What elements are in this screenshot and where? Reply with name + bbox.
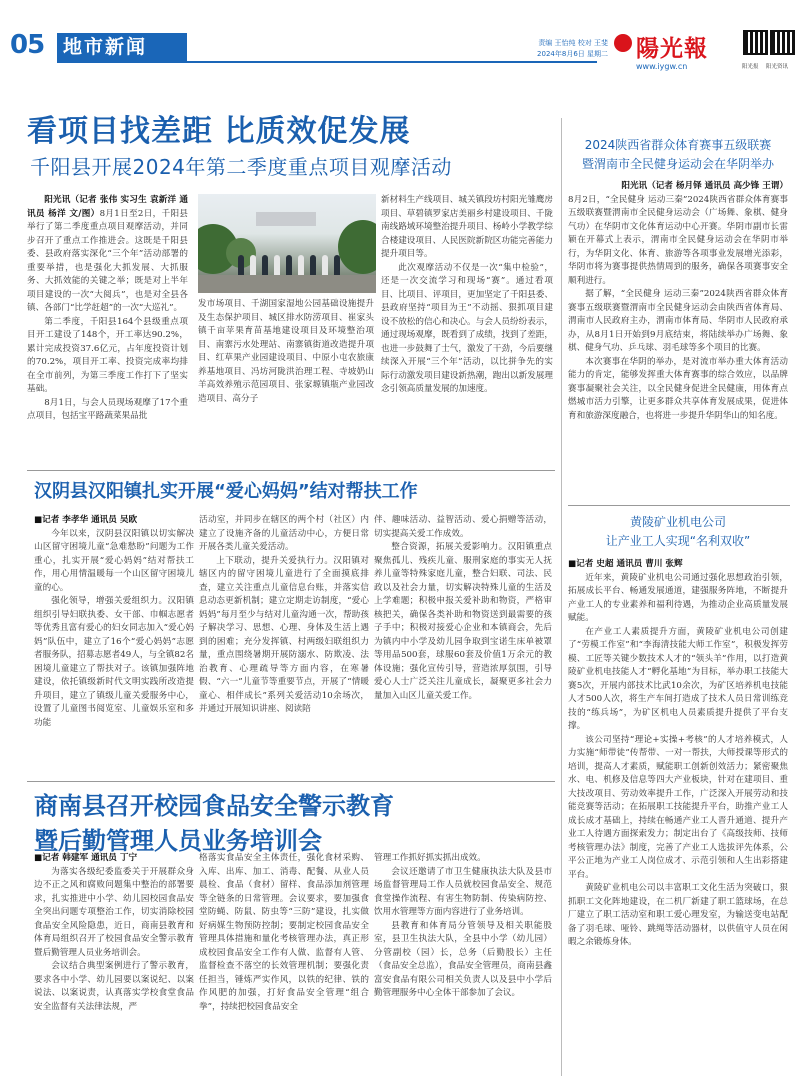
paragraph: 县教育和体育局分管领导及相关职能股室，县卫生执法大队，全县中小学（幼儿园）分管副校（园）长，总务（后勤股长）主任（食品安全总监），食品安全管理员，商南县鑫富安食品有限公司相关负责人以及县中小学后勤管理服务中心全体干部参加了会议。: [374, 920, 552, 998]
paper-logo: [614, 30, 738, 62]
article3-title: [34, 789, 394, 859]
paragraph: 8月2日，“全民健身 运动三秦”2024陕西省群众体育赛事五级联赛暨渭南市全民健身运动会（广场舞、象棋、健身气功）在华阴市文化体育运动中心开赛。华阴市副市长雷颖在开幕式上表示，渭南市全民健身运动会在华阴市举行，为华阴文化、体育、旅游等各项事业发展增光添彩，华阴市将为赛事提供热情周到的服务，确保各项赛事安全顺利进行。: [568, 194, 788, 286]
article1-title: 看项目找差距 比质效促发展: [27, 114, 411, 149]
date-line: 2024年8月6日 星期二: [537, 50, 608, 58]
ground-shape: [198, 275, 376, 293]
project-site-photo: [198, 194, 376, 293]
editors-info: [488, 38, 608, 60]
sidebar2-body: [568, 558, 788, 1080]
person-shape: [250, 255, 256, 275]
article1-col1: [27, 194, 188, 470]
paragraph: 会议结合典型案例进行了警示教育，要求各中小学、幼儿园要以案说纪、以案说法、以案说责，认真落实学校食堂食品安全监督有关法律法规，严: [34, 961, 194, 1012]
page-number: 05: [10, 30, 45, 60]
article1-col2: [198, 298, 374, 470]
section-divider: [27, 781, 555, 782]
article2-title: 汉阴县汉阳镇扎实开展“爱心妈妈”结对帮扶工作: [34, 481, 418, 502]
article3-col2: [199, 852, 369, 1078]
person-shape: [262, 255, 268, 275]
section-divider: [568, 505, 790, 506]
paragraph: 该公司坚持“理论+实操+考核”的人才培养模式，人力实施“师带徒”传帮带、一对一帮扶，大师授课等形式的培训，提高人才素质，赋能职工创新创效活力；紧密聚焦水、电、机修及信息等四大产业板块，针对在建项目、重大技改项目、劳动效率提升工作，广泛深入开展劳动和技能竞赛等活动；在拓展职工技能提升平台，助推产业工人成长成才基础上，持续在畅通产业工人晋升通道、提升产业工人待遇方面探索发力；制定出台了《高级技师、技师考核管理办法》制度，完善了产业工人选拔评先体系，公平公正地为产业工人岗位成才、示范引领和人生出彩搭建平台。: [568, 734, 788, 880]
section-title: 地市新闻: [57, 33, 187, 61]
paragraph: 近年来，黄陵矿业机电公司通过强化思想政治引领，拓展成长平台、畅通发展通道，建强服务阵地，不断提升产业工人的专业素养和福利待遇，为推动企业高质量发展赋能。: [568, 572, 788, 623]
paragraph: 发市场项目、千湖国家湿地公园基础设施提升及生态保护项目、城区排水防涝项目、崔家头镇千亩苹果育苗基地建设项目及环境整治项目、南寨污水处理站、南寨镇街道改造提升项目、红草果产业园建设项目、中原小屯农旅康养基地项目、冯坊河陇洪治理工程、寺坡奶山羊高效养殖示范园项目、张家塬镇瓶产业园改造项目、高分子: [198, 299, 374, 404]
sidebar2-title-line1: 黄陵矿业机电公司: [629, 515, 726, 529]
sidebar1-title: [568, 136, 788, 174]
article1-col3: [381, 194, 553, 470]
sidebar1-body: [568, 180, 788, 502]
article1-subtitle: 千阳县开展2024年第二季度重点项目观摩活动: [30, 155, 452, 179]
qr-code-icon: [743, 30, 768, 55]
article2-byline: ■记者 李孝华 通讯员 吴欧: [34, 515, 138, 525]
article1-lead: 8月1日至2日，千阳县举行了第二季度重点项目观摩活动，并同步召开了重点工作推进会。这既是千阳县委、县政府落实深化“三个年”活动部署的重要举措，也是强化大抓发展、大抓服务、大抓效能的关键之举；既是对上半年项目建设的一次“大阅兵”，也是对全县各镇、各部门“比学赶超”的一次“大巡礼”。: [27, 208, 188, 313]
person-shape: [238, 255, 244, 275]
masthead-rule: [57, 61, 597, 63]
paragraph: 活动室，并同步在辖区的两个村（社区）内建立了设施齐备的儿童活动中心，方便日常开展各类儿童关爱活动。: [199, 515, 369, 552]
article2-col1: [34, 514, 194, 778]
paragraph: 本次赛事在华阴的举办，是对流市举办重大体育活动能力的肯定，能够发挥重大体育赛事的综合效应，以品牌赛事凝聚社会关注，以全民健身促进全民健康，用体育点燃城市活力引擎，让更多群众共享体育发展成果，促进体育和旅游深度融合，也将进一步提升华阴华山的知名度。: [568, 356, 788, 421]
column-divider: [561, 118, 562, 1076]
sidebar2-title: [568, 513, 788, 551]
article3-byline: ■记者 韩建军 通讯员 丁宁: [34, 853, 138, 863]
paragraph: 8月1日，与会人员现场观摩了17个重点项目，包括宝平路蔬菜果品批: [27, 397, 188, 421]
paper-name: 陽光報: [636, 35, 708, 62]
banner-shape: [256, 212, 316, 226]
person-shape: [274, 255, 280, 275]
article3-title-line1: 商南县召开校园食品安全警示教育: [34, 792, 394, 820]
paragraph: 强化领导，增强关爱组织力。汉阳镇组织引导妇联执委、女干部、巾帼志愿者等优秀且富有爱心的妇女同志加入“爱心妈妈”队伍中，建立了16个“爱心妈妈”志愿者服务队，招募志愿者49人，与全镇82名困境儿童建立了帮扶对子。该镇加强阵地建设，依托镇级新时代文明实践所改造提升项目，建立了镇级儿童关爱服务中心，设置了儿童图书阅览室、儿童娱乐室和多功能: [34, 596, 194, 728]
paragraph: 此次观摩活动不仅是一次“集中检验”，还是一次交流学习和现场“赛”。通过看项目、比项目、评项目，更加坚定了千阳县委、县政府坚持“项目为王”不动摇、狠抓项目建设不放松的信心和决心。与会人员纷纷表示，通过现场观摩，既看到了成绩，找到了差距，也进一步鼓舞了士气，激发了干劲，今后要继续深入开展“三个年”活动，以比拼争先的实际行动激发项目建设新热潮，跑出以新发展理念引领高质量发展的加速度。: [381, 262, 553, 394]
paragraph: 上下联动，提升关爱执行力。汉阳镇对辖区内的留守困境儿童进行了全面摸底排查，建立关注重点儿童信息台账，并落实信息动态更新机制；建立定期走访制度，“爱心妈妈”每月至少与结对儿童沟通一次，帮助孩子解决学习、思想、心理、身体及生活上遇到的困难；充分发挥镇、村两级妇联组织力量，重点围绕暑期开展防溺水、防欺凌、法治教育、心理疏导等方面内容，在寒暑假、“六一”儿童节等重要节点，开展了“情暖童心、相伴成长”系列关爱活动10余场次，并通过开展知识讲座、阅读陪: [199, 555, 369, 714]
article3-col3: [374, 852, 552, 1078]
paragraph: 黄陵矿业机电公司以丰富职工文化生活为突破口，狠抓职工文化阵地建设，在二机厂新建了职工篮球场，在总厂建立了职工活动室和职工爱心理发室，为输送变电站配备了羽毛球、哑铃、跳绳等活动器材，以供值守人员在闲暇之余锻炼身体。: [568, 883, 788, 947]
sidebar1-byline: 阳光讯（记者 杨月铎 通讯员 高少锋 王谓）: [621, 181, 788, 191]
article3-title-line2: 暨后勤管理人员业务培训会: [34, 827, 322, 855]
paragraph: 新材料生产线项目、城关镇段坊村阳光雏鹰房项目、草碧镇罗家店美丽乡村建设项目、千陇南线路域环境整治提升项目、杨岭小学教学综合楼建设项目、人民医院新院区功能完善能力提升项目等。: [381, 195, 553, 259]
article1-byline: 阳光讯（记者 张伟 实习生 袁新洋 通讯员 杨洋 文/图）: [27, 195, 188, 219]
person-shape: [310, 255, 316, 275]
paragraph: 管理工作抓好抓实抓出成效。: [374, 853, 486, 863]
paragraph: 格落实食品安全主体责任，强化食材采购、入库、出库、加工、消毒、配餐、从业人员晨检、食品（食材）留样、食品添加剂管理等全链条的日常管理。会议要求，要加强食堂防蝇、防鼠、防虫等“三防”建设，扎实做好病媒生物预防控制；要制定校园食品安全管理具体措施和量化考核管理办法，真正形成校园食品安全工作有人做、监督有人管、监督检查不落空的长效管理机制；要强化责任担当，锤炼严实作风，以铁的纪律、铁的作风肥的加强，打好食品安全管理“组合拳”，持续把校园食品安全: [199, 853, 369, 1012]
sun-logo-icon: [614, 34, 632, 52]
person-shape: [298, 255, 304, 275]
website-url: www.iygw.cn: [636, 62, 688, 71]
sidebar2-title-line2: 让产业工人实现“名利双收”: [605, 534, 751, 548]
paragraph: 第二季度，千阳县164个县级重点项目开工建设了148个，开工率达90.2%，累计完成投资37.6亿元，占年度投资计划的70.2%，项目开工率、投资完成率均排在全市前列，为第三季度工作打下了坚实基础。: [27, 316, 188, 394]
section-divider: [27, 470, 555, 471]
sidebar1-title-line2: 暨渭南市全民健身运动会在华阴举办: [581, 157, 774, 171]
paragraph: 在产业工人素质提升方面，黄陵矿业机电公司创建了“劳模工作室”和“李海清技能大师工作室”，积极发挥劳模、工匠等关键少数技术人才的“领头羊”作用，以打造黄陵矿业机电技能人才“孵化基地”为目标，举办职工技能大赛5次，开展内部技术比武10余次，为矿区培养机电技能人才500人次，将生产车间打造成了技术人员日常训练竞技的“练兵场”，为矿区机电人员素质提升提供了平台支撑。: [568, 626, 788, 731]
paragraph: 会议还邀请了市卫生健康执法大队及县市场监督管理局工作人员就校园食品安全、规范食堂操作流程、有害生物防制、传染病防控、饮用水管理等方面内容进行了业务培训。: [374, 866, 552, 917]
paragraph: 今年以来，汉阴县汉阳镇以切实解决山区留守困境儿童“急难愁盼”问题为工作重心，扎实开展“爱心妈妈”结对帮扶工作，用心用情温暖每一个山区留守困境儿童的心。: [34, 528, 194, 593]
article3-col1: [34, 852, 194, 1078]
article2-col3: [374, 514, 552, 778]
qr-label: 阳光资讯: [766, 64, 789, 70]
person-shape: [322, 255, 328, 275]
qr-label: 阳光报: [742, 64, 759, 70]
person-shape: [334, 255, 340, 275]
editors-line: 责编 王怡纯 校对 王斐: [538, 39, 608, 47]
sidebar1-title-line1: 2024陕西省群众体育赛事五级联赛: [584, 138, 772, 152]
person-shape: [286, 255, 292, 275]
article2-col2: [199, 514, 369, 778]
sidebar2-byline: ■记者 史超 通讯员 曹川 张辉: [568, 559, 683, 569]
paragraph: 整合资源，拓展关爱影响力。汉阳镇重点聚焦孤儿、残疾儿童、服刑家庭的事实无人抚养儿童等特殊家庭儿童，整合妇联、司法、民政以及社会力量，切实解决特殊儿童的生活及上学难题；积极申报关爱补助和物资，严格审核把关，确保各类补助和物资送到最需要的孩子手中；积极对接爱心企业和本镇商会，先后为镇内中小学及幼儿园争取到宝诺生床单被罩等用品500套，球服60套及价值1万余元的教体设施；强化宣传引导，营造浓厚氛围，引导爱心人士广泛关注儿童成长，凝聚更多社会力量加入山区儿童关爱工作。: [374, 542, 552, 701]
paragraph: 伴、趣味活动、益智活动、爱心捐赠等活动，切实提高关爱工作成效。: [374, 515, 552, 539]
qr-code-icon: [770, 30, 795, 55]
paragraph: 为落实各级纪委监委关于开展群众身边不正之风和腐败问题集中整治的部署要求，扎实推进中小学、幼儿园校园食品安全突出问题专项整治工作，切实消除校园食品安全风险隐患，近日，商南县教育和体育局组织召开了校园食品安全警示教育暨后勤管理人员业务培训会。: [34, 866, 194, 958]
paragraph: 据了解，“全民健身 运动三秦”2024陕西省群众体育赛事五级联赛暨渭南市全民健身运动会由陕西省体育局、渭南市人民政府主办，渭南市体育局、华阴市人民政府承办，从8月1日开始到9月底结束，将陆续举办广场舞、象棋、健身气功、乒乓球、羽毛球等多个项目的比赛。: [568, 289, 788, 353]
tree-shape: [338, 220, 376, 274]
